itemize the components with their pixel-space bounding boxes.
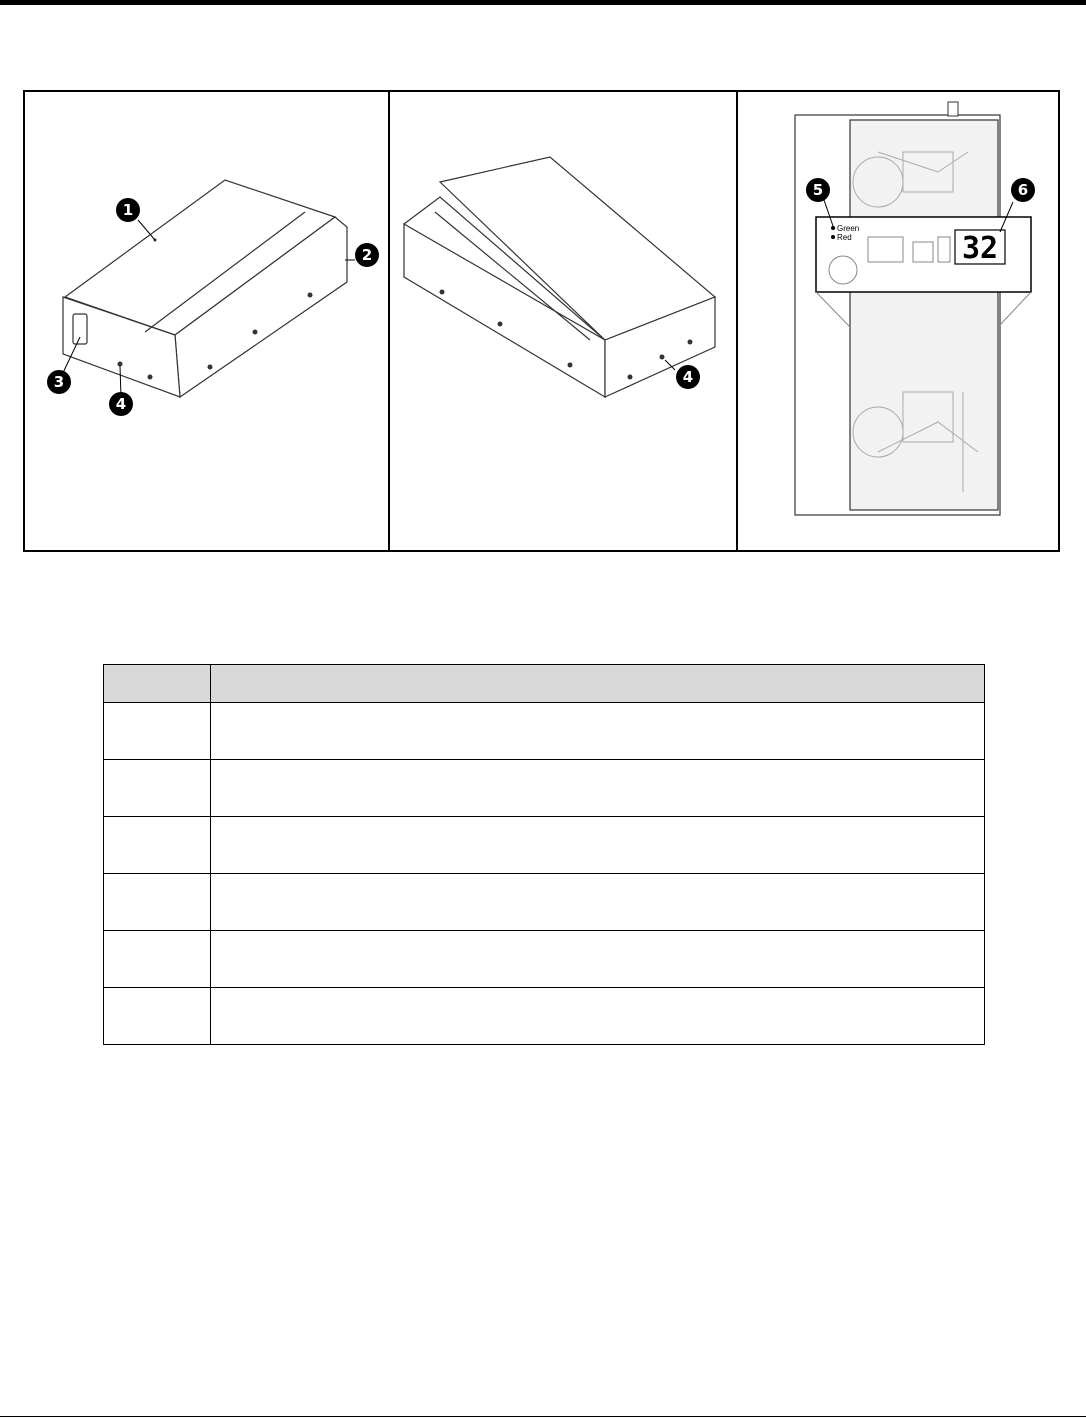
svg-text:4: 4 — [115, 395, 127, 413]
table-row — [104, 760, 985, 817]
svg-text:5: 5 — [812, 181, 824, 199]
table-row — [104, 874, 985, 931]
green-led-label: Green — [837, 224, 860, 233]
red-led-label: Red — [837, 233, 852, 242]
callout-4 — [676, 365, 700, 389]
table-cell — [211, 874, 985, 931]
svg-text:4: 4 — [682, 368, 694, 386]
svg-text:3: 3 — [53, 373, 65, 391]
callout-6 — [1011, 178, 1035, 202]
table-cell — [211, 817, 985, 874]
green-led — [831, 226, 835, 230]
red-led — [831, 235, 835, 239]
table-cell — [211, 931, 985, 988]
table-cell — [211, 988, 985, 1045]
callout-2 — [355, 243, 379, 267]
figure-panel-interior-view — [738, 92, 1058, 550]
connector-port — [73, 314, 87, 344]
callout-4 — [109, 392, 133, 416]
table-header-row — [104, 665, 985, 703]
table-header-cell — [104, 665, 211, 703]
svg-text:6: 6 — [1017, 181, 1029, 199]
table-cell — [104, 703, 211, 760]
table-cell — [104, 988, 211, 1045]
callout-5 — [806, 178, 830, 202]
table-cell — [104, 874, 211, 931]
svg-text:2: 2 — [361, 246, 373, 264]
table-row — [104, 931, 985, 988]
display-value: 32 — [961, 231, 999, 266]
inner-tray — [850, 120, 998, 510]
legend-table — [103, 664, 985, 1045]
svg-text:1: 1 — [122, 201, 134, 219]
callout-3 — [47, 370, 71, 394]
bottom-rule — [0, 1416, 1086, 1417]
table-cell — [104, 817, 211, 874]
table-row — [104, 817, 985, 874]
callout-1 — [116, 198, 140, 222]
table-row — [104, 703, 985, 760]
figure-panel-rear-view — [390, 92, 738, 550]
table-row — [104, 988, 985, 1045]
table-cell — [211, 703, 985, 760]
table-cell — [211, 760, 985, 817]
table-cell — [104, 931, 211, 988]
figure-panel-front-view — [25, 92, 390, 550]
figure-frame — [23, 90, 1060, 552]
table-cell — [104, 760, 211, 817]
top-rule — [0, 0, 1086, 5]
table-header-cell — [211, 665, 985, 703]
